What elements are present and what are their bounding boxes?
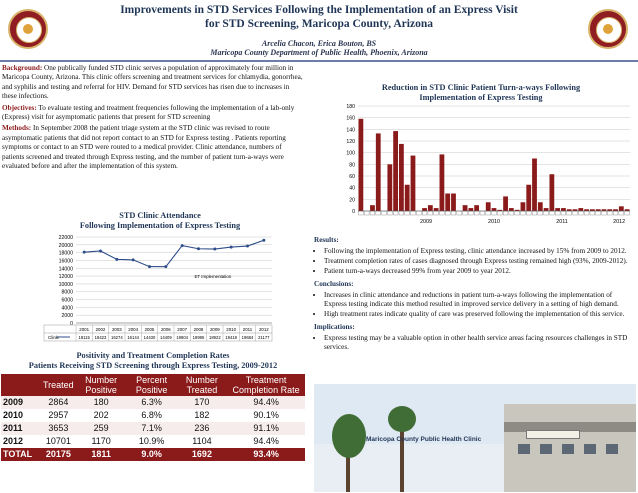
data-label: 16274 (111, 335, 123, 340)
table-total-row (1, 448, 305, 461)
building-sign (526, 430, 580, 439)
x-tick-box (492, 211, 497, 215)
table-header (1, 374, 41, 396)
x-tick-box (613, 211, 618, 215)
background-section (2, 64, 304, 102)
objectives-text: To evaluate testing and treatment frequencies following the implementation of a lab-only (Express) visit for asymptomatic patients that present for STD screening (2, 103, 295, 122)
bar (463, 205, 468, 211)
y-tick-label: 2000 (61, 313, 73, 320)
data-point (181, 244, 184, 247)
table-row (1, 409, 305, 422)
turnaway-chart (340, 103, 634, 233)
y-tick-label: 6000 (61, 297, 73, 304)
x-tick-label: 2007 (177, 327, 188, 332)
x-tick-box (364, 211, 369, 215)
bar (486, 202, 491, 211)
x-tick-box (607, 211, 612, 215)
stats-table-title (1, 351, 305, 371)
data-label: 14409 (160, 335, 172, 340)
attendance-chart-title (40, 211, 280, 231)
x-tick-box (376, 211, 381, 215)
y-tick-label: 40 (349, 185, 355, 192)
x-tick-box (521, 211, 526, 215)
data-point (230, 246, 233, 249)
bar (544, 208, 549, 211)
x-tick-box (596, 211, 601, 215)
poster-title (60, 3, 578, 31)
y-tick-label: 80 (349, 162, 355, 169)
x-tick-box (549, 211, 554, 215)
x-tick-box (526, 211, 531, 215)
table-row (1, 396, 305, 409)
turnaway-chart-title (342, 83, 620, 103)
stats-table (1, 374, 305, 461)
x-tick-box (440, 211, 445, 215)
y-tick-label: 8000 (61, 289, 73, 296)
table-cell: 170 (177, 396, 227, 409)
bar (428, 205, 433, 211)
palm-tree (332, 414, 366, 458)
bar (359, 119, 364, 211)
conclusions-list (314, 291, 636, 319)
county-seal-right (588, 9, 628, 49)
legend-label: Clinic (48, 335, 60, 340)
photo-caption: Maricopa County Public Health Clinic (366, 436, 482, 443)
x-tick-box (625, 211, 630, 215)
methods-text: In September 2008 the patient triage system at the STD clinic was revised to route asymptomatic patients that did not report contact to an STD for Express testing . Patients reporting symptoms or contact to an STD were routed to a medical provider. Clinic attendance, numbers of patients screened and treated through Express testing, and the number of patient turn-a-ways were evaluated before and after the implementation of this system. (2, 124, 286, 171)
x-tick-box (370, 211, 375, 215)
data-label: 18995 (192, 335, 205, 340)
x-tick-box (422, 211, 427, 215)
table-cell: 10.9% (138, 436, 165, 446)
table-cell: 20175 (41, 448, 76, 461)
bar (405, 185, 410, 211)
list-item: • High treatment rates indicate quality of care was preserved following the implementation of this service. (324, 310, 636, 319)
y-tick-label: 140 (346, 127, 355, 134)
x-tick-label: 2010 (226, 327, 237, 332)
table-cell: 94.4% (253, 436, 279, 446)
bar (521, 202, 526, 211)
table-cell: 3653 (41, 422, 76, 435)
data-label: 16144 (127, 335, 139, 340)
y-tick-label: 20 (349, 197, 355, 204)
intro-text (2, 64, 304, 173)
bar (370, 205, 375, 211)
table-cell: 202 (93, 410, 109, 420)
bar (474, 205, 479, 211)
attendance-chart-title-2: Following Implementation of Express Testing (79, 221, 241, 230)
data-label: 18115 (78, 335, 90, 340)
table-cell: 2864 (41, 396, 76, 409)
table-row (1, 422, 305, 435)
table-cell: 1811 (76, 448, 127, 461)
y-tick-label: 60 (349, 174, 355, 180)
data-label: 18423 (94, 335, 107, 340)
table-cell: 2012 (3, 436, 24, 446)
objectives-label: Objectives: (2, 103, 37, 112)
x-tick-box (405, 211, 410, 215)
y-tick-label: 120 (346, 139, 355, 145)
bar (422, 208, 427, 211)
x-tick-box (393, 211, 398, 215)
table-cell: 90.1% (253, 410, 279, 420)
methods-label: Methods: (2, 124, 32, 133)
turnaway-chart-title-1: Reduction in STD Clinic Patient Turn-a-ways Following (381, 83, 581, 92)
y-tick-label: 0 (352, 209, 355, 215)
x-tick-box (382, 211, 387, 215)
list-item: • Increases in clinic attendance and reductions in patient turn-a-ways following the implementation of Express testing indicate this method resulted in improved service delivery in a setting of high demand. (324, 291, 636, 309)
bar (549, 174, 554, 211)
data-point (246, 245, 249, 248)
data-point (99, 249, 102, 252)
findings-section (314, 236, 636, 356)
data-point (115, 258, 118, 261)
list-item: • Following the implementation of Express testing, clinic attendance increased by 15% from 2009 to 2012. (324, 247, 636, 256)
y-tick-label: 10000 (58, 281, 73, 288)
list-item: • Treatment completion rates of cases diagnosed through Express testing remained high (93%, 2009-2012). (324, 257, 636, 266)
x-tick-box (387, 211, 392, 215)
table-header: Treatment Completion Rate (227, 374, 305, 396)
x-tick-box (463, 211, 468, 215)
bar (468, 208, 473, 211)
methods-section (2, 124, 304, 171)
table-cell: 1170 (91, 436, 111, 446)
bar (509, 208, 514, 211)
table-cell: 182 (194, 410, 210, 420)
table-cell: 2957 (48, 410, 69, 420)
table-cell: TOTAL (1, 448, 41, 461)
bar (387, 164, 392, 211)
x-tick-box (573, 211, 578, 215)
data-point (262, 239, 265, 242)
bar (532, 159, 537, 212)
data-label: 14430 (143, 335, 156, 340)
x-tick-box (359, 211, 364, 215)
table-cell: 91.1% (227, 422, 305, 435)
table-header: Number Treated (177, 374, 227, 396)
background-text: One publically funded STD clinic serves a population of approximately four million in Maricopa County, Arizona. This clinic offers screening and treatment services for chlamydia, gonorrhea, and syphilis and testing and referral for HIV. Demand for STD services has risen due to increases in these infections. (2, 64, 303, 101)
implications-heading: Implications: (314, 323, 355, 331)
table-cell: 6.3% (127, 396, 177, 409)
y-tick-label: 160 (346, 115, 355, 122)
table-cell: 1104 (192, 436, 212, 446)
x-tick-box (538, 211, 543, 215)
table-cell: 7.1% (127, 422, 177, 435)
x-tick-label: 2003 (111, 327, 122, 332)
table-cell: 1692 (177, 448, 227, 461)
x-tick-box (561, 211, 566, 215)
x-tick-box (480, 211, 485, 215)
data-label: 19418 (225, 335, 237, 340)
table-header: Percent Positive (127, 374, 177, 396)
x-tick-box (578, 211, 583, 215)
bar (451, 194, 456, 212)
x-tick-box (567, 211, 572, 215)
table-cell: 236 (177, 422, 227, 435)
results-list (314, 247, 636, 276)
table-row (1, 435, 305, 448)
year-label: 2009 (420, 219, 432, 225)
results-heading: Results: (314, 236, 339, 244)
table-cell: 9.0% (127, 448, 177, 461)
attendance-chart (40, 233, 276, 347)
stats-table-title-1: Positivity and Treatment Completion Rates (76, 351, 230, 360)
data-point (213, 248, 216, 251)
table-cell: 94.4% (227, 396, 305, 409)
bar (376, 133, 381, 211)
y-tick-label: 100 (346, 150, 355, 157)
x-tick-box (468, 211, 473, 215)
x-tick-label: 2006 (160, 327, 171, 332)
x-tick-box (445, 211, 450, 215)
x-tick-box (532, 211, 537, 215)
x-tick-box (584, 211, 589, 215)
objectives-section (2, 104, 304, 123)
x-tick-box (416, 211, 421, 215)
bar (411, 156, 416, 211)
x-tick-box (544, 211, 549, 215)
table-cell: 2010 (3, 410, 24, 420)
x-tick-box (474, 211, 479, 215)
table-cell: 2011 (1, 422, 41, 435)
table-header: Number Positive (76, 374, 127, 396)
y-tick-label: 180 (346, 104, 355, 110)
bar (555, 208, 560, 211)
background-label: Background: (2, 64, 43, 72)
table-cell: 2009 (1, 396, 41, 409)
data-point (197, 247, 200, 250)
x-tick-box (486, 211, 491, 215)
x-tick-label: 2002 (95, 327, 106, 332)
data-label: 18922 (209, 335, 221, 340)
bar (445, 194, 450, 212)
y-tick-label: 18000 (58, 250, 73, 257)
x-tick-box (619, 211, 624, 215)
year-label: 2012 (613, 219, 626, 225)
data-point (83, 251, 86, 254)
y-tick-label: 0 (70, 321, 73, 327)
stats-table-title-2: Patients Receiving STD Screening through Express Testing, 2009-2012 (28, 361, 278, 370)
table-cell: 180 (76, 396, 127, 409)
data-point (148, 265, 151, 268)
attendance-chart-title-1: STD Clinic Attendance (119, 211, 201, 220)
x-tick-label: 2012 (258, 327, 269, 332)
bar (440, 154, 445, 211)
bar (492, 208, 497, 211)
implications-list (314, 334, 636, 352)
x-tick-box (503, 211, 508, 215)
x-tick-box (497, 211, 502, 215)
x-tick-box (590, 211, 595, 215)
x-tick-box (457, 211, 462, 215)
bar (434, 208, 439, 211)
y-tick-label: 4000 (61, 305, 73, 312)
y-tick-label: 14000 (58, 266, 73, 273)
x-tick-box (602, 211, 607, 215)
bar (503, 196, 508, 211)
y-tick-label: 12000 (58, 274, 73, 281)
table-header-row (1, 374, 305, 396)
conclusions-heading: Conclusions: (314, 280, 354, 288)
bar (619, 206, 624, 211)
bar (526, 185, 531, 211)
data-label: 21177 (258, 335, 270, 340)
y-tick-label: 20000 (58, 242, 73, 249)
data-label: 19804 (176, 335, 188, 340)
bar (561, 208, 566, 211)
table-header: Treated (41, 374, 76, 396)
county-seal-left (8, 9, 48, 49)
x-tick-label: 2004 (128, 327, 139, 332)
x-tick-box (555, 211, 560, 215)
header-divider (0, 60, 638, 62)
bar (538, 202, 543, 211)
x-tick-label: 2005 (144, 327, 155, 332)
year-label: 2010 (488, 219, 500, 225)
x-tick-box (399, 211, 404, 215)
bar (578, 208, 583, 211)
series-line (84, 240, 264, 266)
affiliation: Maricopa County Department of Public Health, Phoenix, Arizona (210, 48, 428, 57)
turnaway-chart-title-2: Implementation of Express Testing (419, 93, 543, 102)
list-item: • Express testing may be a valuable option in other health service areas facing resources challenges in STD services. (324, 334, 636, 352)
data-point (164, 265, 167, 268)
y-tick-label: 16000 (58, 258, 73, 265)
list-item: • Patient turn-a-ways decreased 99% from year 2009 to year 2012. (324, 267, 636, 276)
table-cell: 10701 (45, 436, 71, 446)
annotation-label: ET Implementation (194, 274, 232, 280)
data-point (132, 258, 135, 261)
x-tick-label: 2011 (242, 327, 253, 332)
bar (393, 131, 398, 211)
y-tick-label: 22000 (58, 235, 73, 241)
title-line-2: for STD Screening, Maricopa County, Arizona (205, 18, 433, 30)
x-tick-box (411, 211, 416, 215)
x-tick-box (451, 211, 456, 215)
table-cell: 93.4% (227, 448, 305, 461)
x-tick-label: 2008 (193, 327, 204, 332)
table-cell: 259 (76, 422, 127, 435)
clinic-building (504, 404, 636, 492)
x-tick-label: 2009 (209, 327, 220, 332)
table-cell: 6.8% (141, 410, 162, 420)
x-tick-box (428, 211, 433, 215)
x-tick-label: 2001 (79, 327, 90, 332)
title-line-1: Improvements in STD Services Following the Implementation of an Express Visit (120, 4, 518, 16)
x-tick-box (515, 211, 520, 215)
year-label: 2011 (556, 219, 568, 225)
x-tick-box (509, 211, 514, 215)
clinic-photo (314, 384, 636, 492)
x-tick-box (434, 211, 439, 215)
authors: Arcelia Chacon, Erica Bouton, BS (261, 39, 377, 48)
data-label: 19684 (241, 335, 254, 340)
bar (399, 144, 404, 211)
